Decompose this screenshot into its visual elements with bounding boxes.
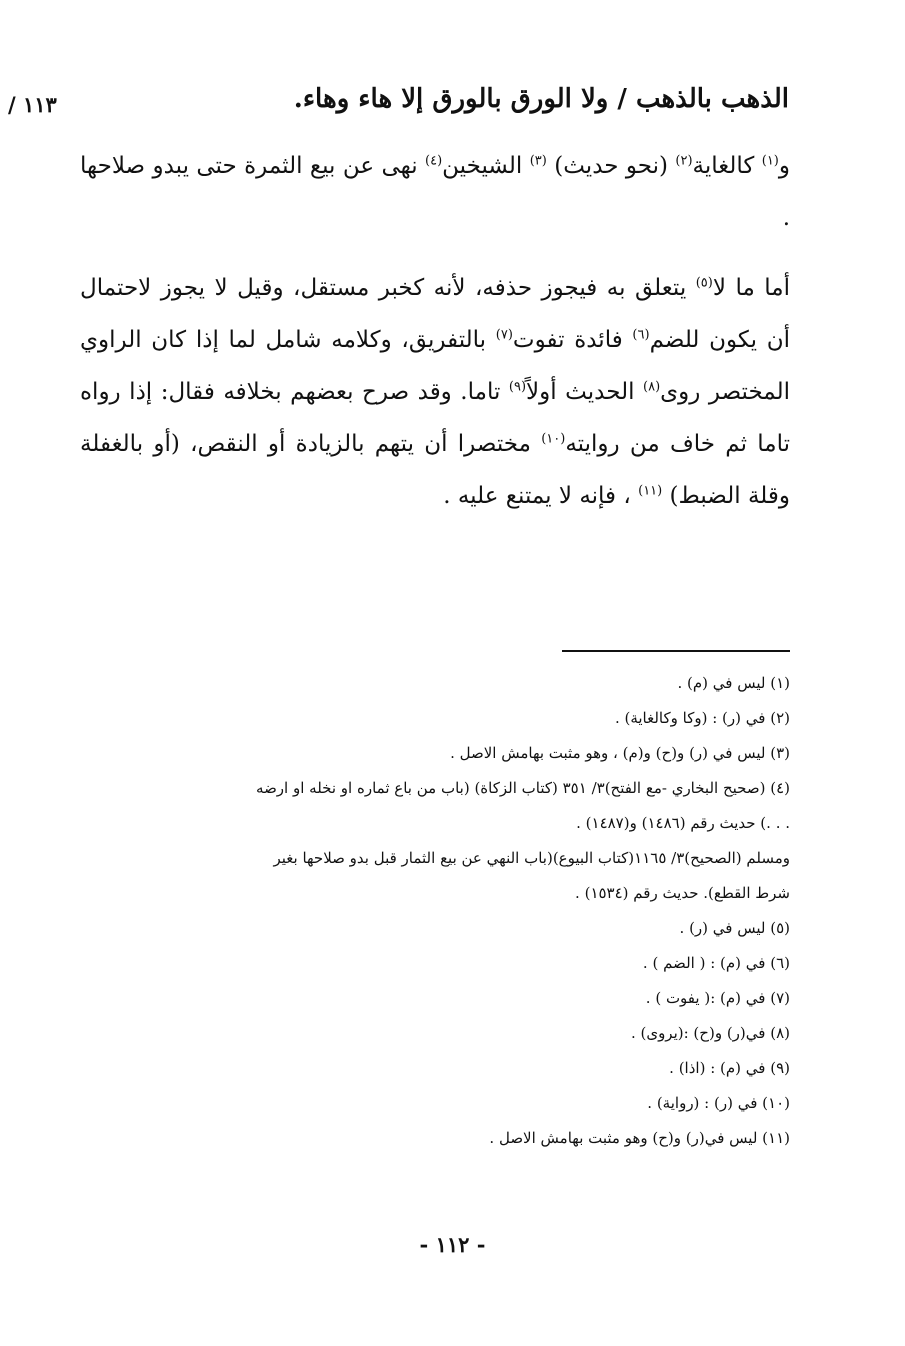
footnote-ref: (٣) bbox=[529, 153, 547, 169]
text: كالغاية bbox=[692, 153, 762, 179]
paragraph-1 bbox=[80, 140, 790, 244]
footnote-separator bbox=[562, 650, 790, 652]
text: (نحو حديث) bbox=[546, 153, 676, 179]
footnote-ref: (١) bbox=[761, 153, 779, 169]
footnotes bbox=[80, 666, 790, 1156]
footnote-line: (٢) في (ر) : (وكا وكالغاية) . bbox=[614, 709, 790, 727]
footnote-ref: (٧) bbox=[495, 327, 513, 343]
text: بالتفريق، وكلامه شامل لما إذا كان الراوي المختصر روى bbox=[80, 327, 790, 405]
text: و bbox=[778, 153, 790, 179]
text: تاما. وقد صرح بعضهم بخلافه فقال: إذا رواه تاما ثم خاف من روايته bbox=[80, 379, 790, 457]
text: فائدة تفوت bbox=[512, 327, 633, 353]
footnote-ref: (٩) bbox=[508, 379, 527, 395]
text: ، فإنه لا يمتنع عليه . bbox=[443, 483, 639, 509]
footnote-line: (٦) في (م) : ( الضم ) . bbox=[642, 954, 790, 972]
footnote-line: ومسلم (الصحيح)٣/ ١١٦٥(كتاب البيوع)(باب النهي عن بيع الثمار قبل بدو صلاحها بغير bbox=[273, 849, 790, 867]
footnote-line: (٣) ليس في (ر) و(ح) و(م) ، وهو مثبت بهامش الاصل . bbox=[450, 744, 790, 762]
footnote-ref: (٤) bbox=[425, 153, 443, 169]
text: نهى عن بيع الثمرة حتى يبدو صلاحها . bbox=[80, 153, 790, 231]
footnote-ref: (٨) bbox=[643, 379, 661, 395]
footnote-ref: (١٠) bbox=[541, 431, 566, 447]
footnote-line: (١٠) في (ر) : (رواية) . bbox=[647, 1094, 790, 1112]
margin-page-number: ١١٣ / bbox=[8, 92, 57, 117]
footnote-line: شرط القطع). حديث رقم (١٥٣٤) . bbox=[575, 884, 790, 902]
footnote-line: . . .) حديث رقم (١٤٨٦) و(١٤٨٧) . bbox=[576, 814, 790, 832]
footnote-line: (١) ليس في (م) . bbox=[677, 674, 790, 692]
footnote-line: (٧) في (م) :( يفوت ) . bbox=[645, 989, 790, 1007]
footnote-line: (٥) ليس في (ر) . bbox=[679, 919, 790, 937]
text: الشيخين bbox=[442, 153, 530, 179]
footnote-line: (٤) (صحيح البخاري -مع الفتح)٣/ ٣٥١ (كتاب الزكاة) (باب من باع ثماره او نخله او ارضه bbox=[256, 779, 790, 797]
paragraph-2 bbox=[80, 262, 790, 522]
text: يتعلق به فيجوز حذفه، لأنه كخبر مستقل، وقيل لا يجوز لاحتمال أن يكون للضم bbox=[80, 275, 790, 353]
text: الحديث أولاً bbox=[526, 379, 643, 405]
footnote-line: (٨) في(ر) و(ح) :(يروى) . bbox=[630, 1024, 790, 1042]
text: أما ما لا bbox=[712, 275, 790, 301]
text: مختصرا أن يتهم بالزيادة أو النقص، (أو بالغفلة وقلة الضبط) bbox=[80, 431, 790, 509]
footnote-line: (٩) في (م) : (اذا) . bbox=[669, 1059, 790, 1077]
footnote-ref: (٦) bbox=[632, 327, 650, 343]
footnote-ref: (١١) bbox=[638, 483, 663, 499]
footnote-ref: (٥) bbox=[695, 275, 713, 291]
page-number: - ١١٢ - bbox=[419, 1232, 486, 1257]
footnote-ref: (٢) bbox=[675, 153, 693, 169]
heading-line: الذهب بالذهب / ولا الورق بالورق إلا هاء وهاء. bbox=[293, 84, 789, 114]
footnote-line: (١١) ليس في(ر) و(ح) وهو مثبت بهامش الاصل . bbox=[489, 1129, 790, 1147]
